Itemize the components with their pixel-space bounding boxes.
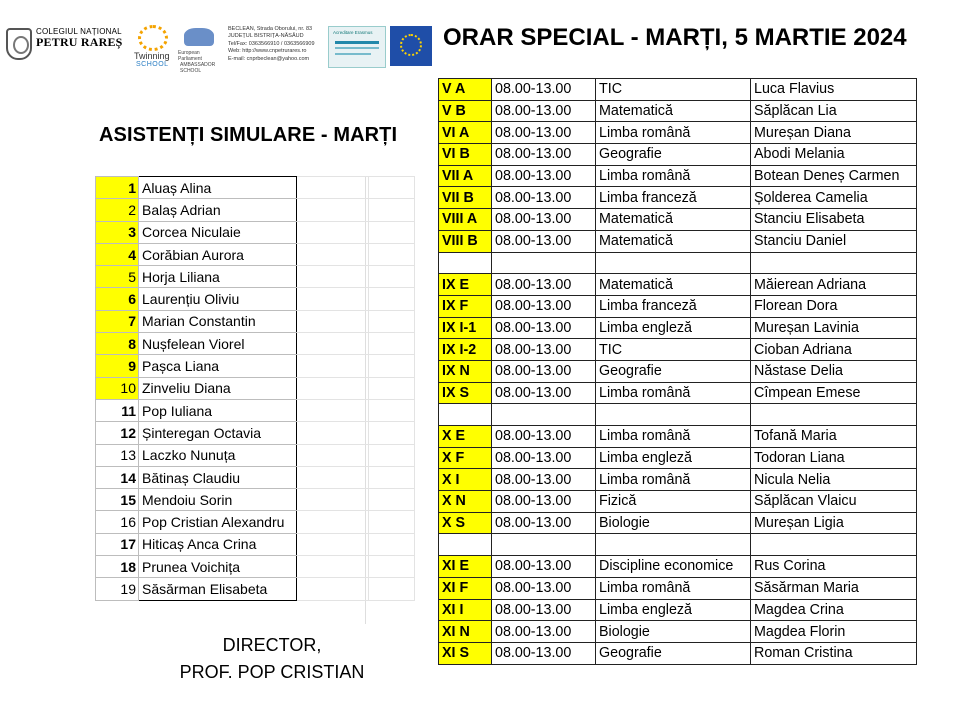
empty-cell: [369, 377, 415, 399]
spacer-row: [439, 252, 917, 274]
class-cell: IX I-2: [439, 339, 492, 361]
time-cell: 08.00-13.00: [492, 360, 596, 382]
empty-cell: [369, 310, 415, 332]
empty-cell: [297, 422, 369, 444]
time-cell: 08.00-13.00: [492, 599, 596, 621]
badge-line: [335, 53, 371, 55]
subject-cell: Limba engleză: [596, 447, 751, 469]
empty-cell: [297, 310, 369, 332]
class-cell: VIII B: [439, 230, 492, 252]
class-cell: V B: [439, 100, 492, 122]
empty-cell: [369, 489, 415, 511]
teacher-cell: Botean Deneș Carmen: [751, 165, 917, 187]
badge-line: [335, 47, 379, 49]
asistent-row: [96, 288, 415, 310]
time-cell: [492, 534, 596, 556]
empty-cell: [297, 511, 369, 533]
empty-cell: [297, 221, 369, 243]
time-cell: 08.00-13.00: [492, 491, 596, 513]
asistent-name: Prunea Voichița: [139, 556, 297, 578]
asistent-number: 3: [96, 221, 139, 243]
schedule-row: [439, 577, 917, 599]
time-cell: 08.00-13.00: [492, 230, 596, 252]
empty-cell: [369, 556, 415, 578]
asistent-row: [96, 310, 415, 332]
class-cell: IX S: [439, 382, 492, 404]
schedule-row: [439, 426, 917, 448]
schedule-row: [439, 122, 917, 144]
teacher-cell: [751, 534, 917, 556]
empty-cell: [369, 466, 415, 488]
empty-cell: [369, 533, 415, 555]
schedule-row: [439, 339, 917, 361]
empty-cell: [297, 199, 369, 221]
asistent-number: 6: [96, 288, 139, 310]
contact-line: BECLEAN, Strada Oborului, nr. 83: [228, 26, 313, 32]
asistent-row: [96, 466, 415, 488]
teacher-cell: Mureșan Ligia: [751, 512, 917, 534]
class-cell: IX E: [439, 274, 492, 296]
time-cell: 08.00-13.00: [492, 512, 596, 534]
class-cell: VI B: [439, 144, 492, 166]
asistent-name: Hiticaș Anca Crina: [139, 533, 297, 555]
subject-cell: Geografie: [596, 642, 751, 664]
director-name: PROF. POP CRISTIAN: [179, 662, 365, 682]
subject-cell: Limba română: [596, 426, 751, 448]
time-cell: 08.00-13.00: [492, 144, 596, 166]
teacher-cell: [751, 252, 917, 274]
time-cell: 08.00-13.00: [492, 79, 596, 101]
subject-cell: Geografie: [596, 360, 751, 382]
class-cell: XI E: [439, 556, 492, 578]
schedule-row: [439, 447, 917, 469]
empty-cell: [369, 422, 415, 444]
asistent-name: Horja Liliana: [139, 266, 297, 288]
asistent-row: [96, 578, 415, 600]
teacher-cell: Abodi Melania: [751, 144, 917, 166]
asistent-row: [96, 489, 415, 511]
class-cell: IX F: [439, 295, 492, 317]
teacher-cell: Șolderea Camelia: [751, 187, 917, 209]
schedule-row: [439, 382, 917, 404]
class-cell: X F: [439, 447, 492, 469]
contact-line: E-mail: cnprbeclean@yahoo.com: [228, 55, 310, 62]
empty-cell: [369, 221, 415, 243]
teacher-cell: Florean Dora: [751, 295, 917, 317]
asistent-number: 14: [96, 466, 139, 488]
contact-block: [228, 26, 328, 63]
subject-cell: [596, 404, 751, 426]
schedule-row: [439, 360, 917, 382]
schedule-row: [439, 512, 917, 534]
schedule-row: [439, 144, 917, 166]
asistent-name: Balaș Adrian: [139, 199, 297, 221]
subject-cell: Matematică: [596, 100, 751, 122]
schedule-row: [439, 165, 917, 187]
time-cell: 08.00-13.00: [492, 100, 596, 122]
class-cell: VII A: [439, 165, 492, 187]
empty-cell: [369, 444, 415, 466]
subject-cell: Discipline economice: [596, 556, 751, 578]
class-cell: IX N: [439, 360, 492, 382]
time-cell: 08.00-13.00: [492, 317, 596, 339]
teacher-cell: Tofană Maria: [751, 426, 917, 448]
empty-cell: [297, 556, 369, 578]
teacher-cell: Luca Flavius: [751, 79, 917, 101]
subject-cell: TIC: [596, 339, 751, 361]
erasmus-accreditation-badge: [328, 26, 386, 68]
empty-cell: [297, 177, 369, 199]
class-cell: XI F: [439, 577, 492, 599]
asistent-name: Pop Cristian Alexandru: [139, 511, 297, 533]
contact-line: JUDEȚUL BISTRIȚA-NĂSĂUD: [228, 33, 304, 40]
asistent-row: [96, 399, 415, 421]
twinning-school-label: SCHOOL: [136, 61, 169, 68]
time-cell: 08.00-13.00: [492, 382, 596, 404]
asistent-name: Bătinaș Claudiu: [139, 466, 297, 488]
empty-cell: [297, 243, 369, 265]
empty-cell: [297, 355, 369, 377]
schedule-row: [439, 209, 917, 231]
parliament-label: European Parliament: [178, 50, 202, 62]
asistent-row: [96, 333, 415, 355]
asistent-name: Pașca Liana: [139, 355, 297, 377]
empty-cell: [369, 333, 415, 355]
time-cell: 08.00-13.00: [492, 274, 596, 296]
director-label: DIRECTOR,: [222, 635, 322, 655]
asistent-name: Marian Constantin: [139, 310, 297, 332]
asistent-number: 16: [96, 511, 139, 533]
subject-cell: Limba română: [596, 469, 751, 491]
empty-cell: [297, 444, 369, 466]
college-crest-icon: [6, 28, 32, 60]
subject-cell: Limba română: [596, 165, 751, 187]
class-cell: X N: [439, 491, 492, 513]
badge-line: [335, 41, 379, 44]
twinning-label: Twinning: [134, 51, 170, 61]
schedule-row: [439, 642, 917, 664]
asistent-number: 4: [96, 243, 139, 265]
asistent-name: Aluaș Alina: [139, 177, 297, 199]
subject-cell: Matematică: [596, 209, 751, 231]
schedule-row: [439, 491, 917, 513]
schedule-row: [439, 274, 917, 296]
asistent-number: 8: [96, 333, 139, 355]
schedule-row: [439, 79, 917, 101]
asistenti-title: ASISTENȚI SIMULARE - MARȚI: [99, 124, 398, 146]
empty-cell: [369, 243, 415, 265]
asistent-number: 18: [96, 556, 139, 578]
asistent-number: 12: [96, 422, 139, 444]
empty-cell: [369, 399, 415, 421]
director-signature: [172, 632, 372, 686]
asistent-row: [96, 221, 415, 243]
time-cell: 08.00-13.00: [492, 295, 596, 317]
time-cell: 08.00-13.00: [492, 447, 596, 469]
asistent-name: Pop Iuliana: [139, 399, 297, 421]
spacer-row: [439, 404, 917, 426]
asistent-number: 15: [96, 489, 139, 511]
empty-cell: [297, 489, 369, 511]
empty-cell: [369, 288, 415, 310]
subject-cell: Matematică: [596, 230, 751, 252]
time-cell: 08.00-13.00: [492, 339, 596, 361]
class-cell: X S: [439, 512, 492, 534]
teacher-cell: Săplăcan Vlaicu: [751, 491, 917, 513]
asistent-number: 1: [96, 177, 139, 199]
time-cell: 08.00-13.00: [492, 621, 596, 643]
subject-cell: Biologie: [596, 621, 751, 643]
teacher-cell: Rus Corina: [751, 556, 917, 578]
teacher-cell: Todoran Liana: [751, 447, 917, 469]
asistent-row: [96, 556, 415, 578]
subject-cell: [596, 534, 751, 556]
empty-cell: [297, 333, 369, 355]
asistent-name: Corăbian Aurora: [139, 243, 297, 265]
empty-cell: [369, 578, 415, 600]
asistent-number: 10: [96, 377, 139, 399]
class-cell: X E: [439, 426, 492, 448]
time-cell: 08.00-13.00: [492, 642, 596, 664]
empty-cell: [297, 288, 369, 310]
college-name-line2: PETRU RAREȘ: [36, 35, 123, 49]
subject-cell: Limba franceză: [596, 187, 751, 209]
subject-cell: Limba engleză: [596, 317, 751, 339]
empty-cell: [297, 399, 369, 421]
asistent-name: Șinteregan Octavia: [139, 422, 297, 444]
asistent-name: Laczko Nunuța: [139, 444, 297, 466]
class-cell: VIII A: [439, 209, 492, 231]
class-cell: [439, 252, 492, 274]
subject-cell: TIC: [596, 79, 751, 101]
european-parliament-logo: [178, 26, 222, 74]
asistent-row: [96, 199, 415, 221]
subject-cell: Limba română: [596, 577, 751, 599]
empty-cell: [297, 533, 369, 555]
asistent-number: 2: [96, 199, 139, 221]
subject-cell: [596, 252, 751, 274]
asistent-number: 19: [96, 578, 139, 600]
schedule-row: [439, 295, 917, 317]
parliament-emblem-icon: [184, 28, 214, 46]
empty-cell: [369, 266, 415, 288]
teacher-cell: Roman Cristina: [751, 642, 917, 664]
teacher-cell: Cioban Adriana: [751, 339, 917, 361]
schedule-row: [439, 621, 917, 643]
orar-title: ORAR SPECIAL - MARȚI, 5 MARTIE 2024: [443, 24, 907, 51]
asistent-number: 11: [96, 399, 139, 421]
asistent-row: [96, 444, 415, 466]
subject-cell: Biologie: [596, 512, 751, 534]
time-cell: 08.00-13.00: [492, 187, 596, 209]
schedule-row: [439, 469, 917, 491]
asistent-name: Mendoiu Sorin: [139, 489, 297, 511]
teacher-cell: Năstase Delia: [751, 360, 917, 382]
asistent-row: [96, 377, 415, 399]
teacher-cell: Stanciu Elisabeta: [751, 209, 917, 231]
schedule-row: [439, 556, 917, 578]
schedule-row: [439, 230, 917, 252]
teacher-cell: Magdea Crina: [751, 599, 917, 621]
time-cell: 08.00-13.00: [492, 577, 596, 599]
asistent-row: [96, 355, 415, 377]
empty-cell: [369, 355, 415, 377]
ambassador-school-label: AMBASSADOR SCHOOL: [180, 62, 216, 74]
class-cell: VI A: [439, 122, 492, 144]
class-cell: XI S: [439, 642, 492, 664]
asistent-name: Săsărman Elisabeta: [139, 578, 297, 600]
subject-cell: Fizică: [596, 491, 751, 513]
empty-cell: [297, 466, 369, 488]
empty-cell: [297, 266, 369, 288]
college-name: [36, 27, 123, 47]
asistent-number: 7: [96, 310, 139, 332]
asistent-name: Corcea Niculaie: [139, 221, 297, 243]
class-cell: V A: [439, 79, 492, 101]
eu-stars-icon: [400, 34, 422, 56]
asistenti-table: [95, 176, 415, 601]
empty-cell: [369, 511, 415, 533]
time-cell: 08.00-13.00: [492, 469, 596, 491]
college-name-line1: COLEGIUL NAȚIONAL: [36, 27, 122, 36]
class-cell: XI N: [439, 621, 492, 643]
eu-flag-icon: [390, 26, 432, 66]
class-cell: XI I: [439, 599, 492, 621]
subject-cell: Limba română: [596, 122, 751, 144]
asistent-number: 5: [96, 266, 139, 288]
class-cell: [439, 534, 492, 556]
contact-line: Tel/Fax: 0363566910 / 0363566909: [228, 40, 315, 47]
time-cell: 08.00-13.00: [492, 556, 596, 578]
accreditation-label: Acreditare Erasmus: [333, 30, 373, 35]
asistent-row: [96, 511, 415, 533]
teacher-cell: Săsărman Maria: [751, 577, 917, 599]
teacher-cell: Cîmpean Emese: [751, 382, 917, 404]
schedule-row: [439, 100, 917, 122]
teacher-cell: Stanciu Daniel: [751, 230, 917, 252]
teacher-cell: [751, 404, 917, 426]
time-cell: [492, 252, 596, 274]
asistent-row: [96, 177, 415, 199]
asistent-name: Nușfelean Viorel: [139, 333, 297, 355]
twinning-logo: [134, 25, 174, 69]
teacher-cell: Săplăcan Lia: [751, 100, 917, 122]
asistent-number: 17: [96, 533, 139, 555]
asistent-number: 9: [96, 355, 139, 377]
time-cell: 08.00-13.00: [492, 165, 596, 187]
asistent-row: [96, 266, 415, 288]
schedule-row: [439, 599, 917, 621]
asistent-row: [96, 422, 415, 444]
teacher-cell: Mureșan Diana: [751, 122, 917, 144]
schedule-row: [439, 187, 917, 209]
asistent-name: Zinveliu Diana: [139, 377, 297, 399]
asistent-name: Laurențiu Oliviu: [139, 288, 297, 310]
asistent-number: 13: [96, 444, 139, 466]
orar-table: [438, 78, 917, 665]
time-cell: 08.00-13.00: [492, 209, 596, 231]
asistent-row: [96, 533, 415, 555]
teacher-cell: Mureșan Lavinia: [751, 317, 917, 339]
teacher-cell: Nicula Nelia: [751, 469, 917, 491]
class-cell: X I: [439, 469, 492, 491]
subject-cell: Limba română: [596, 382, 751, 404]
spacer-row: [439, 534, 917, 556]
empty-cell: [369, 177, 415, 199]
subject-cell: Geografie: [596, 144, 751, 166]
subject-cell: Limba engleză: [596, 599, 751, 621]
class-cell: IX I-1: [439, 317, 492, 339]
teacher-cell: Magdea Florin: [751, 621, 917, 643]
time-cell: [492, 404, 596, 426]
subject-cell: Matematică: [596, 274, 751, 296]
empty-cell: [297, 578, 369, 600]
class-cell: VII B: [439, 187, 492, 209]
teacher-cell: Măierean Adriana: [751, 274, 917, 296]
time-cell: 08.00-13.00: [492, 122, 596, 144]
time-cell: 08.00-13.00: [492, 426, 596, 448]
empty-cell: [297, 377, 369, 399]
contact-line: Web: http://www.cnpetrurares.ro: [228, 48, 307, 55]
twinning-ring-icon: [138, 25, 168, 51]
empty-cell: [369, 199, 415, 221]
logo-strip: [0, 20, 434, 72]
asistent-row: [96, 243, 415, 265]
class-cell: [439, 404, 492, 426]
schedule-row: [439, 317, 917, 339]
subject-cell: Limba franceză: [596, 295, 751, 317]
